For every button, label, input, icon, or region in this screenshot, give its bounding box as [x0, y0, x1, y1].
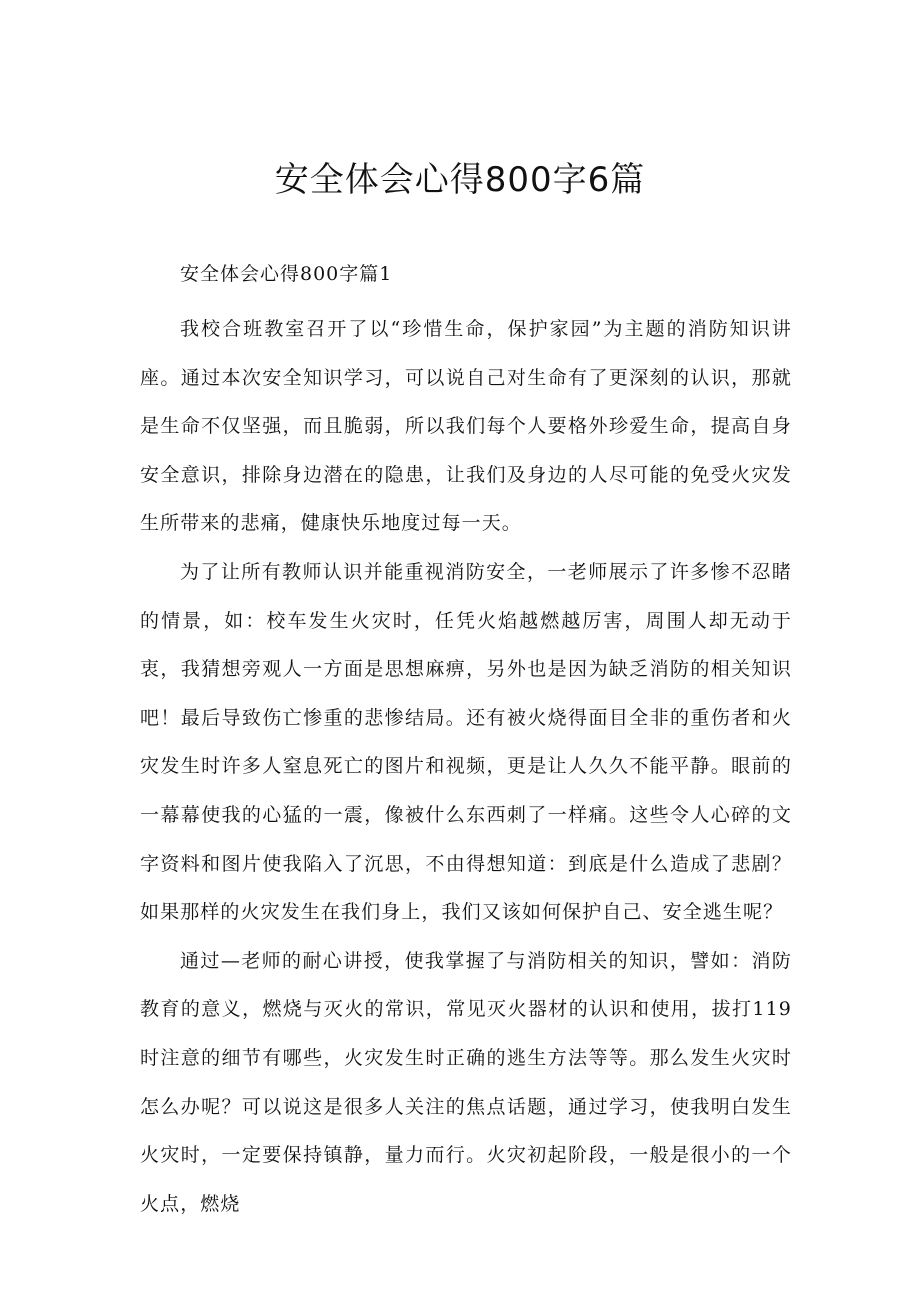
document-body: [140, 305, 792, 1228]
section-heading: 安全体会心得800字篇1: [180, 263, 393, 285]
document-title: 安全体会心得800字6篇: [274, 160, 646, 200]
paragraph-1: 我校合班教室召开了以“珍惜生命，保护家园”为主题的消防知识讲座。通过本次安全知识学习，可以说自己对生命有了更深刻的认识，那就是生命不仅坚强，而且脆弱，所以我们每个人要格外珍爱生命，提高自身安全意识，排除身边潜在的隐患，让我们及身边的人尽可能的免受火灾发生所带来的悲痛，健康快乐地度过每一天。: [140, 318, 792, 535]
paragraph-2: 为了让所有教师认识并能重视消防安全，一老师展示了许多惨不忍睹的情景，如：校车发生火灾时，任凭火焰越燃越厉害，周围人却无动于衷，我猜想旁观人一方面是思想麻痹，另外也是因为缺乏消防的相关知识吧！最后导致伤亡惨重的悲惨结局。还有被火烧得面目全非的重伤者和火灾发生时许多人窒息死亡的图片和视频，更是让人久久不能平静。眼前的一幕幕使我的心猛的一震，像被什么东西刺了一样痛。这些令人心碎的文字资料和图片使我陷入了沉思，不由得想知道：到底是什么造成了悲剧？如果那样的火灾发生在我们身上，我们又该如何保护自己、安全逃生呢？: [140, 560, 792, 924]
paragraph-3: 通过—老师的耐心讲授，使我掌握了与消防相关的知识，譬如：消防教育的意义，燃烧与灭火的常识，常见灭火器材的认识和使用，拔打119时注意的细节有哪些，火灾发生时正确的逃生方法等等。那么发生火灾时怎么办呢？可以说这是很多人关注的焦点话题，通过学习，使我明白发生火灾时，一定要保持镇静，量力而行。火灾初起阶段，一般是很小的一个火点，燃烧: [140, 949, 792, 1215]
